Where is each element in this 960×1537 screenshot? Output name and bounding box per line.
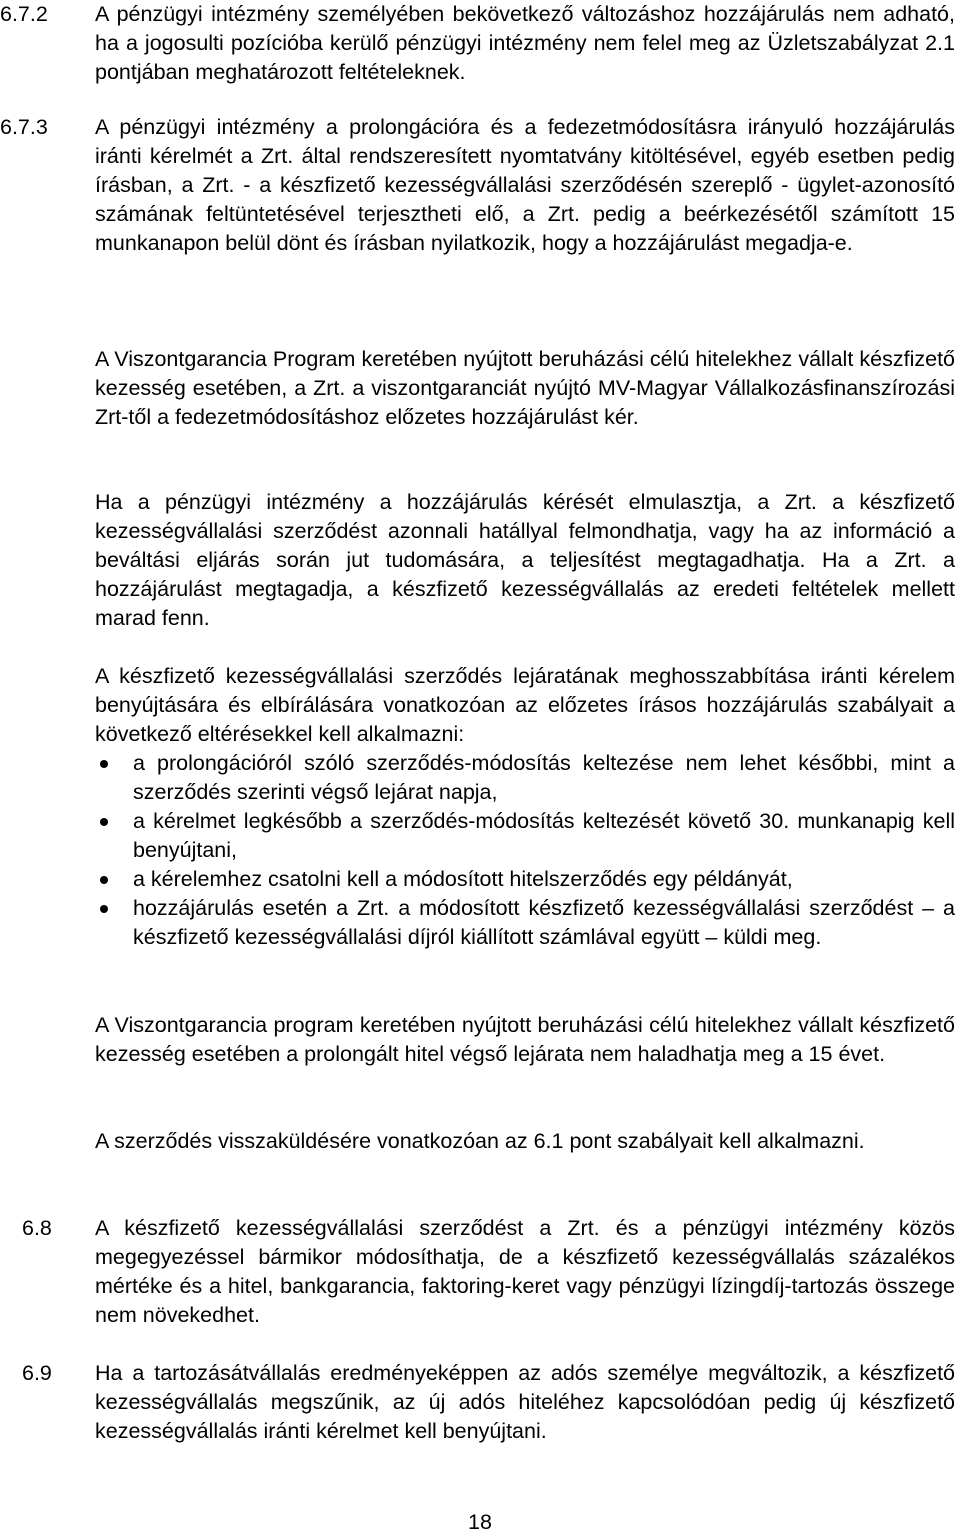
list-item (95, 865, 955, 894)
list-item-text: a kérelemhez csatolni kell a módosított hitelszerződés egy példányát, (133, 867, 793, 891)
section-number: 6.7.3 (0, 115, 48, 139)
list-item (95, 807, 955, 865)
section-number: 6.9 (22, 1361, 52, 1385)
paragraph-prolongalt-lejarat: A Viszontgarancia program keretében nyújtott beruházási célú hitelekhez vállalt készfizető kezesség esetében a prolongált hitel végső lejárata nem haladhatja meg a 15 évet. (95, 1013, 955, 1066)
section-text: Ha a tartozásátvállalás eredményeképpen az adós személye megváltozik, a készfizető kezességvállalás megszűnik, az új adós hiteléhez kapcsolódóan pedig új készfizető kezességvállalás iránti kérelmet kell benyújtani. (95, 1361, 955, 1443)
paragraph-viszontgarancia-fedezet: A Viszontgarancia Program keretében nyújtott beruházási célú hitelekhez vállalt készfizető kezesség esetében, a Zrt. a viszontgaranciát nyújtó MV-Magyar Vállalkozásfinanszírozási Zrt-től a fedezetmódosításhoz előzetes hozzájárulást kér. (95, 347, 955, 429)
section-text: A készfizető kezességvállalási szerződést a Zrt. és a pénzügyi intézmény közös megegyezéssel bármikor módosíthatja, de a készfizető kezességvállalás százalékos mértéke és a hitel, bankgarancia, faktoring-keret vagy pénzügyi lízingdíj-tartozás összege nem növekedhet. (95, 1216, 955, 1327)
paragraph-lejarat-meghosszabbitas: A készfizető kezességvállalási szerződés lejáratának meghosszabbítása iránti kérelem benyújtására és elbírálására vonatkozóan az előzetes írásos hozzájárulás szabályait a következő eltérésekkel kell alkalmazni: (95, 664, 955, 746)
section-number: 6.7.2 (0, 2, 48, 26)
section-number: 6.8 (22, 1216, 52, 1240)
section-text: A pénzügyi intézmény a prolongációra és a fedezetmódosításra irányuló hozzájárulás iránti kérelmét a Zrt. által rendszeresített nyomtatvány kitöltésével, egyéb esetben pedig írásban, a Zrt. - a készfizető kezességvállalási szerződésén szereplő - ügylet-azonosító számának feltüntetésével terjesztheti elő, a Zrt. pedig a beérkezésétől számított 15 munkanapon belül dönt és írásban nyilatkozik, hogy a hozzájárulást megadja-e. (95, 115, 955, 255)
bullet-icon (100, 760, 108, 768)
page-number: 18 (468, 1510, 492, 1534)
section-text: A pénzügyi intézmény személyében bekövetkező változáshoz hozzájárulás nem adható, ha a jogosulti pozícióba kerülő pénzügyi intézmény nem felel meg az Üzletszabályzat 2.1 pontjában meghatározott feltételeknek. (95, 2, 955, 84)
list-item-text: a kérelmet legkésőbb a szerződés-módosítás keltezését követő 30. munkanapig kell benyújtani, (133, 809, 955, 862)
list-item (95, 749, 955, 807)
bullet-list (95, 749, 955, 952)
bullet-icon (100, 876, 108, 884)
paragraph-visszakuldes: A szerződés visszaküldésére vonatkozóan az 6.1 pont szabályait kell alkalmazni. (95, 1129, 865, 1153)
paragraph-hozzajarulas-elmulasztas: Ha a pénzügyi intézmény a hozzájárulás kérését elmulasztja, a Zrt. a készfizető kezességvállalási szerződést azonnali hatállyal felmondhatja, vagy ha az információ a beváltási eljárás során jut tudomására, a teljesítést megtagadhatja. Ha a Zrt. a hozzájárulást megtagadja, a készfizető kezességvállalás az eredeti feltételek mellett marad fenn. (95, 490, 955, 630)
list-item (95, 894, 955, 952)
list-item-text: hozzájárulás esetén a Zrt. a módosított készfizető kezességvállalási szerződést – a készfizető kezességvállalási díjról kiállított számlával együtt – küldi meg. (133, 896, 955, 949)
list-item-text: a prolongációról szóló szerződés-módosítás keltezése nem lehet későbbi, mint a szerződés szerinti végső lejárat napja, (133, 751, 955, 804)
bullet-icon (100, 905, 108, 913)
bullet-icon (100, 818, 108, 826)
